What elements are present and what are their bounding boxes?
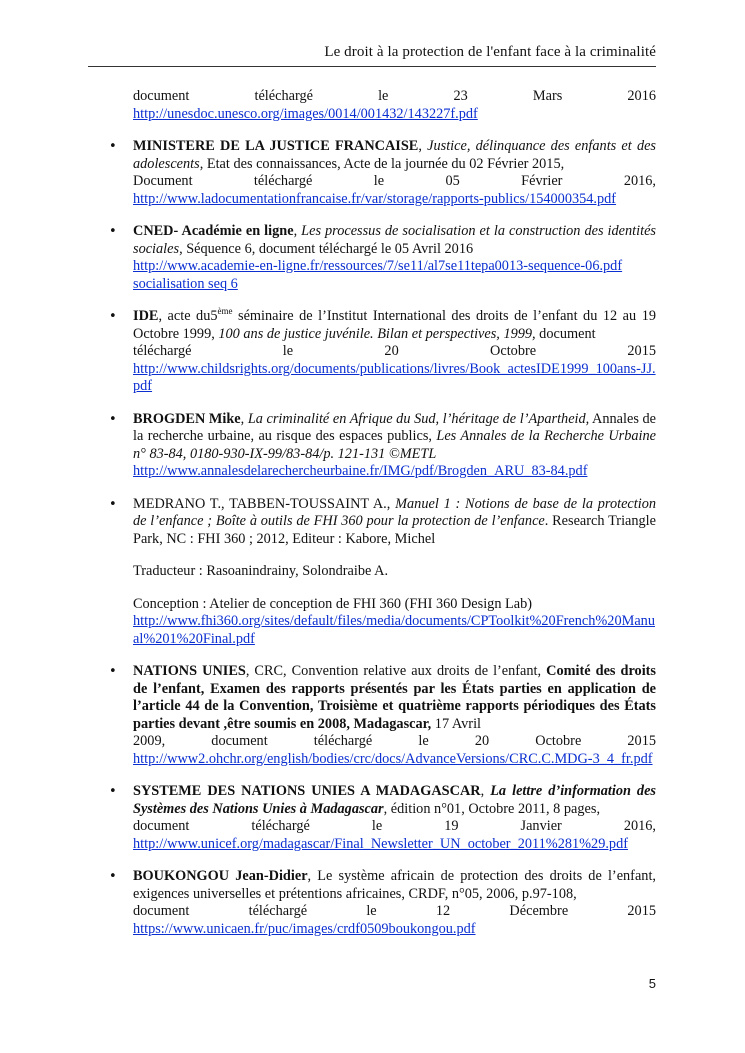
entry-link[interactable]: http://www.ladocumentationfrancaise.fr/var/storage/rapports-publics/154000354.pdf <box>133 190 617 207</box>
entry-details: . Research Triangle Park, NC : FHI 360 ; 2012, Editeur : Kabore, Michel <box>133 513 656 547</box>
bibliography-entry-nations-unies: • NATIONS UNIES, CRC, Convention relative aux droits de l’enfant, Comité des droits de l’enfant, Examen des rapports présentés par les États parties en application de l’article 44 de la Convention, Troisième et quatrième rapports périodiques des États parties devant ,être soumis en 2008, Madagascar, 17 Avril 2009, document téléchargé le 20 Octobre 2015 http://www2.ohchr.org/english/bodies/crc/docs/AdvanceVersions/CRC.C.MDG-3_4_fr.pdf <box>133 663 656 768</box>
entry-details: , édition n°01, Octobre 2011, 8 pages, <box>383 800 601 817</box>
entry-author: BOUKONGOU Jean-Didier <box>133 868 308 884</box>
entry-author: MEDRANO T., TABBEN-TOUSSAINT A., <box>133 495 396 512</box>
entry-details: , Le système africain de protection des droits de l’enfant, exigences universelles et prétentions africaines, CRDF, n°05, 2006, p.97-108, <box>133 868 656 902</box>
entry-title: La lettre d’information des Systèmes des Nations Unies à Madagascar <box>133 783 656 817</box>
bibliography-entry-cned: • CNED- Académie en ligne, Les processus de socialisation et la construction des identités sociales, Séquence 6, document téléchargé le 05 Avril 2016 http://www.academie-en-ligne.fr/ressources/7/se11/al7se11tepa0013-sequence-06.pdf socialisation seq 6 <box>133 223 656 293</box>
entry-details: Annales de la recherche urbaine, au risque des espaces publics, <box>133 410 656 444</box>
entry-title: Justice, délinquance des enfants et des adolescents <box>133 138 657 172</box>
bibliography-entry-snu-madagascar: • SYSTEME DES NATIONS UNIES A MADAGASCAR, La lettre d’information des Systèmes des Nations Unies à Madagascar, édition n°01, Octobre 2011, 8 pages, document téléchargé le 19 Janvier 2016, http://www.unicef.org/madagascar/Final_Newsletter_UN_october_2011%281%29.pdf <box>133 783 656 853</box>
entry-title: 100 ans de justice juvénile. Bilan et perspectives, 1999, <box>218 325 536 342</box>
entry-download-line: document téléchargé le 12 Décembre 2015 <box>133 903 656 919</box>
entry-link[interactable]: https://www.unicaen.fr/puc/images/crdf0509boukongou.pdf <box>133 920 476 937</box>
entry-author: NATIONS UNIES <box>133 663 246 679</box>
entry-details: document <box>535 325 596 342</box>
entry-author: SYSTEME DES NATIONS UNIES A MADAGASCAR <box>133 783 481 799</box>
running-header: Le droit à la protection de l'enfant face à la criminalité <box>324 44 656 60</box>
bibliography-entry-unesco <box>133 88 656 123</box>
entry-title: Manuel 1 : Notions de base de la protection de l’enfance ; Boîte à outils de FHI 360 pour la protection de l’enfance <box>133 495 657 529</box>
bibliography-list <box>133 88 656 953</box>
entry-title: La criminalité en Afrique du Sud, l’héritage de l’Apartheid, <box>247 410 590 427</box>
entry-author: BROGDEN Mike <box>133 410 241 427</box>
entry-link[interactable]: http://www2.ohchr.org/english/bodies/crc/docs/AdvanceVersions/CRC.C.MDG-3_4_fr.pdf <box>133 750 653 767</box>
entry-translator: Traducteur : Rasoanindrainy, Solondraibe A. <box>133 563 389 579</box>
entry-author: IDE <box>133 308 159 324</box>
entry-link-secondary[interactable]: socialisation seq 6 <box>133 275 238 292</box>
entry-author: CNED- Académie en ligne <box>133 223 294 239</box>
entry-details: , Séquence 6, document téléchargé le 05 Avril 2016 <box>179 240 474 257</box>
entry-author: MINISTERE DE LA JUSTICE FRANCAISE <box>133 138 419 154</box>
entry-download-line: document téléchargé le 19 Janvier 2016, <box>133 818 656 834</box>
bibliography-entry-medrano <box>133 496 656 649</box>
entry-link[interactable]: http://www.unicef.org/madagascar/Final_Newsletter_UN_october_2011%281%29.pdf <box>133 835 628 852</box>
page-number: 5 <box>648 976 656 991</box>
entry-journal: Les Annales de la Recherche Urbaine n° 83-84, 0180-930-IX-99/83-84/p. 121-131 ©METL <box>133 428 656 462</box>
entry-link[interactable]: http://www.academie-en-ligne.fr/ressources/7/se11/al7se11tepa0013-sequence-06.pdf <box>133 258 623 274</box>
entry-download-line: 2009, document téléchargé le 20 Octobre 2015 <box>133 733 656 749</box>
entry-download-line: Document téléchargé le 05 Février 2016, <box>133 173 656 189</box>
entry-link[interactable]: http://www.annalesdelarechercheurbaine.fr/IMG/pdf/Brogden_ARU_83-84.pdf <box>133 463 588 479</box>
bibliography-entry-brogden: • BROGDEN Mike, La criminalité en Afrique du Sud, l’héritage de l’Apartheid, Annales de la recherche urbaine, au risque des espaces publics, Les Annales de la Recherche Urbaine n° 83-84, 0180-930-IX-99/83-84/p. 121-131 ©METL http://www.annalesdelarechercheurbaine.fr/IMG/pdf/Brogden_ARU_83-84.pdf <box>133 411 656 481</box>
entry-link[interactable]: http://unesdoc.unesco.org/images/0014/001432/143227f.pdf <box>133 105 478 122</box>
header-rule <box>88 66 656 67</box>
entry-details: 17 Avril <box>431 715 482 732</box>
bibliography-entry-ide: • IDE, acte du5ème séminaire de l’Institut International des droits de l’enfant du 12 au 19 Octobre 1999, 100 ans de justice juvénile. Bilan et perspectives, 1999, document téléchargé le 20 Octobre 2015 http://www.childsrights.org/documents/publications/livres/Book_actesIDE1999_100ans-JJ.pdf <box>133 308 656 396</box>
entry-link[interactable]: http://www.childsrights.org/documents/publications/livres/Book_actesIDE1999_100ans-JJ.pdf <box>133 360 656 394</box>
entry-download-line: téléchargé le 20 Octobre 2015 <box>133 343 656 359</box>
entry-title: Comité des droits de l’enfant, Examen des rapports présentés par les États parties en application de l’article 44 de la Convention, Troisième et quatrième rapports périodiques des États parties devant ,être soumis en 2008, Madagascar, <box>133 663 656 732</box>
entry-conception: Conception : Atelier de conception de FHI 360 (FHI 360 Design Lab) <box>133 595 533 612</box>
bibliography-entry-ministere-justice: • MINISTERE DE LA JUSTICE FRANCAISE, Justice, délinquance des enfants et des adolescents, Etat des connaissances, Acte de la journée du 02 Février 2015, Document téléchargé le 05 Février 2016, http://www.ladocumentationfrancaise.fr/var/storage/rapports-publics/154000354.pdf <box>133 138 656 208</box>
entry-download-line: document téléchargé le 23 Mars 2016 <box>133 88 656 104</box>
entry-details: , Etat des connaissances, Acte de la journée du 02 Février 2015, <box>199 155 565 172</box>
entry-link[interactable]: http://www.fhi360.org/sites/default/files/media/documents/CPToolkit%20French%20Manual%201%20Final.pdf <box>133 613 655 647</box>
bibliography-entry-boukongou <box>133 868 656 938</box>
entry-title: Les processus de socialisation et la construction des identités sociales <box>133 223 656 257</box>
